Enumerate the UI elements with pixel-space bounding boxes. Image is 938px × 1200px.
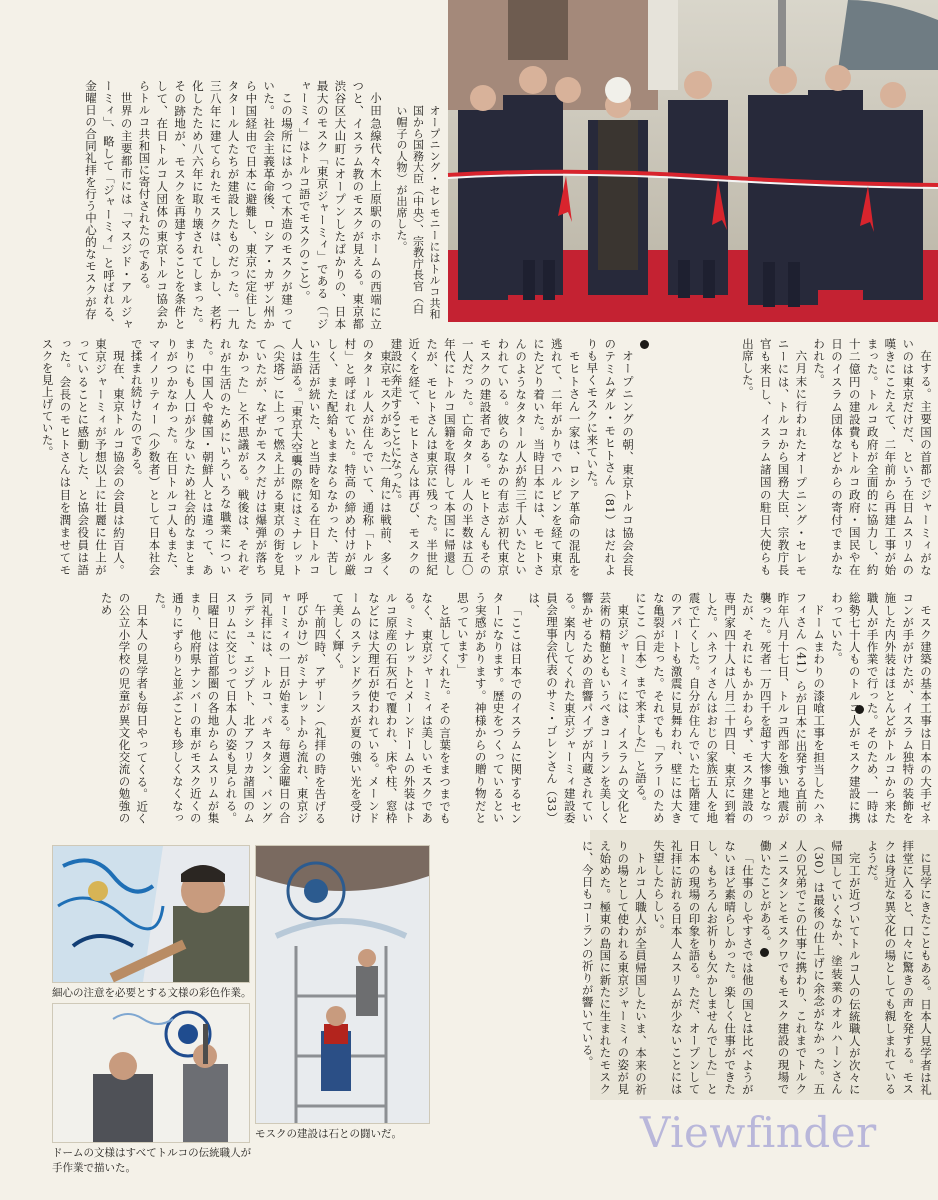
article-paragraph: ドームまわりの漆喰工事を担当したハネフィさん（41）らが日本に出発する直前の昨年八月十七日、トルコ西部を強い地震が襲った。死者一万四千を超す大惨事となったが、それにもかかわらず、モスク建設の専門家四十人は八月二十四日、東京に到着した。ハネフィさんはおじの家族五人を地震で亡くした。自分が住んでいた七階建てのアパートも激震に見舞われ、壁には大きな亀裂が走った。それでも「アラーのためにここ（日本）まで来ました」と語る。 [634,592,827,824]
article-paragraph: トルコ人職人が全員帰国したいま、本来の祈りの場として使われる東京ジャーミィの姿が見え始めた。極東の島国に新たに生まれたモスクに、今日もコーランの祈りが響いている。 [580,840,648,1095]
article-paragraph: 完工が近づいてトルコ人の伝統職人が次々に帰国していくなか、塗装業のオルハーンさん（30）は最後の仕上げに余念がなかった。五人の兄弟でこの仕事に携わり、これまでトルクメニスタンとモスクワでもモスク建設の現場で働いたことがある。 [758,840,862,1095]
article-paragraph: 現在、東京トルコ協会の会員は約百人。東京ジャーミィが予想以上に壮麗に仕上がっていることに感動した、と協会役員は語った。会長のモヒトさんは目を潤ませてモスクを見上げていた。 [40,338,126,576]
section-bullet [640,340,649,349]
article-paragraph: モヒトさん一家は、ロシア革命の混乱を逃れて、二年がかりでハルビンを経て東京にたどり着いた。当時日本には、モヒトさんのようなタタール人が約三千人いたといわれている。彼らのなかの有志が初代東京モスクの建設者である。モヒトさんもその一人だった。亡命タタール人の半数は五〇年代にトルコ国籍を取得して本国に帰還したが、モヒトさんは東京に残った。半世紀近くを経て、モヒトさんは再び、モスクの建設に奔走することになった。 [389,338,582,576]
article-column-2 [664,338,934,576]
article-paragraph: モスク建築の基本工事は日本の大手ゼネコンが手がけたが、イスラム独特の装飾を施した内外装はほとんどがトルコから来た職人が手作業で行った。そのため、一時は総勢七十人ものトルコ人がモスク建設に携わっていた。 [829,592,933,824]
article-paragraph: 六月末に行われたオープニング・セレモニーには、トルコから国務大臣、宗教庁長官も来日し、イスラム諸国の駐日大使らも出席した。 [740,338,809,576]
dome-pattern-caption: ドームの文様はすべてトルコの伝統職人が手作業で描いた。 [52,1147,252,1175]
article-paragraph: この場所にはかつて木造のモスクが建っていた。社会主義革命後、ロシア・カザン州から中国経由で日本に避難し、東京に定住したタタール人たちが建設したものだった。一九三八年に建てられたモスクは、しかし、老朽化したため八六年に取り壊されてしまった。その跡地が、モスクを再建することを条件として、在日トルコ人団体の東京トルコ協会からトルコ共和国に寄付されたのである。 [137,80,294,330]
painting-work-caption: 細心の注意を必要とする文様の彩色作業。 [52,987,252,999]
ceremony-photo [448,0,938,322]
stone-construction-photo [255,845,430,1124]
article-paragraph: 午前四時、アザーン（礼拝の時を告げる呼びかけ）がミナレットから流れ、東京ジャーミィの一日が始まる。毎週金曜日の合同礼拝には、トルコ、パキスタン、バングラデシュ、エジプト、北アフリカ諸国のムスリムに交じって日本人の姿も見られる。日曜日には首都圏の各地からムスリムが集まり、他府県ナンバーの車がモスク近くの通りにずらりと並ぶことも珍しくなくなった。 [153,592,328,824]
dome-pattern-photo [52,1003,250,1143]
article-paragraph: 在する。主要国の首都でジャーミィがないのは東京だけだ、という在日ムスリムの嘆きにこたえて、二年前から再建工事が始まった。トルコ政府が全面的に協力し、約十二億円の建設費もトルコ政府・国民や在日のイスラム団体などからの寄付でまかなわれた。 [812,338,933,576]
ceremony-photo-caption: オープニング・セレモニーにはトルコ共和国から国務大臣（中央）、宗教庁長官（白い帽子の人物）が出席した。 [395,105,441,320]
article-column-4 [40,338,394,576]
article-paragraph: 「仕事のしやすさでは他の国とは比べようがないほど素晴らしかった。楽しく仕事ができたし、もちろんお祈りも欠かしませんでした」と日本の現場の印象を語る。ただ、オープンして礼拝に訪れる日本人ムスリムが少ないことには失望したらしい。 [651,840,755,1095]
viewfinder-logo: Viewfinder [640,1108,877,1157]
article-column-3 [389,338,636,576]
article-column-1 [44,80,384,330]
article-column-6 [440,840,934,1095]
painting-work-photo [52,845,250,983]
article-paragraph: 小田急線代々木上原駅のホームの西端に立つと、イスラム教のモスクが見える。東京都渋谷区大山町にオープンしたばかりの、日本最大のモスク「東京ジャーミィ」である（「ジャーミィ」はトルコ語でモスクのこと）。 [297,80,383,330]
article-paragraph: 日本人の見学者も毎日やってくる。近くの公立小学校の児童が異文化交流の勉強のため [99,592,150,824]
article-paragraph: 「ここは日本でのイスラムに関するセンターになります。歴史をつくっているという実感があります。神様からの贈り物だと思っています」 [455,592,524,824]
article-paragraph: 世界の主要都市には「マスジド・アルジャーミィ」、略して「ジャーミィ」と呼ばれる、金曜日の合同礼拝を行う中心的なモスクが存 [84,80,134,330]
article-paragraph: に見学にきたこともある。日本人見学者は礼拝堂に入ると、口々に驚きの声を発する。モスクは身近な異文化の場としても親しまれているようだ。 [865,840,933,1095]
article-paragraph: 東京ジャーミィには、イスラムの文化と芸術の精髄ともいうべきコーランを美しく響かせるための音響パイプが内蔵されている。案内してくれた東京ジャーミィ建設委員会理事会代表のサミ・ゴレンさん（33）は、 [527,592,631,824]
article-paragraph: と話してくれた。その言葉をまつまでもなく、東京ジャーミィは美しいモスクである。ミナレットとメーンドームの外装はトルコ原産の石灰石で覆われ、床や柱、窓枠などには大理石が使われている。メーンドームのステンドグラスが夏の強い光を受けて美しく輝く。 [331,592,453,824]
article-paragraph: 東京モスクがあった一角には戦前、多くのタタール人が住んでいて、通称「トルコ村」と呼ばれていた。特高の締め付けが厳しく、また配給もままならなかった、苦しい生活が続いた、と当時を知る在日トルコ人は語る。「東京大空襲の際にはミナレット（尖塔）に上って燃え上がる東京の街を見ていたが、なぜかモスクだけは爆弾が落ちなかった」と不思議がる。戦後は、それぞれが生活のためにいろいろな職業についた。中国人や韓国・朝鮮人とは違って、あまりにも人口が少ないため社会的なまとまりがつかなかった。在日トルコ人もまた、マイノリティー（少数者）として日本社会で揉まれ続けたのである。 [129,338,393,576]
stone-construction-caption: モスクの建設は石との闘いだ。 [255,1128,402,1140]
article-column-5 [44,592,934,824]
article-paragraph: オープニングの朝、東京トルコ協会会長のテミムダル・モヒトさん（81）はだれよりも早くモスクに来ていた。 [585,338,635,576]
